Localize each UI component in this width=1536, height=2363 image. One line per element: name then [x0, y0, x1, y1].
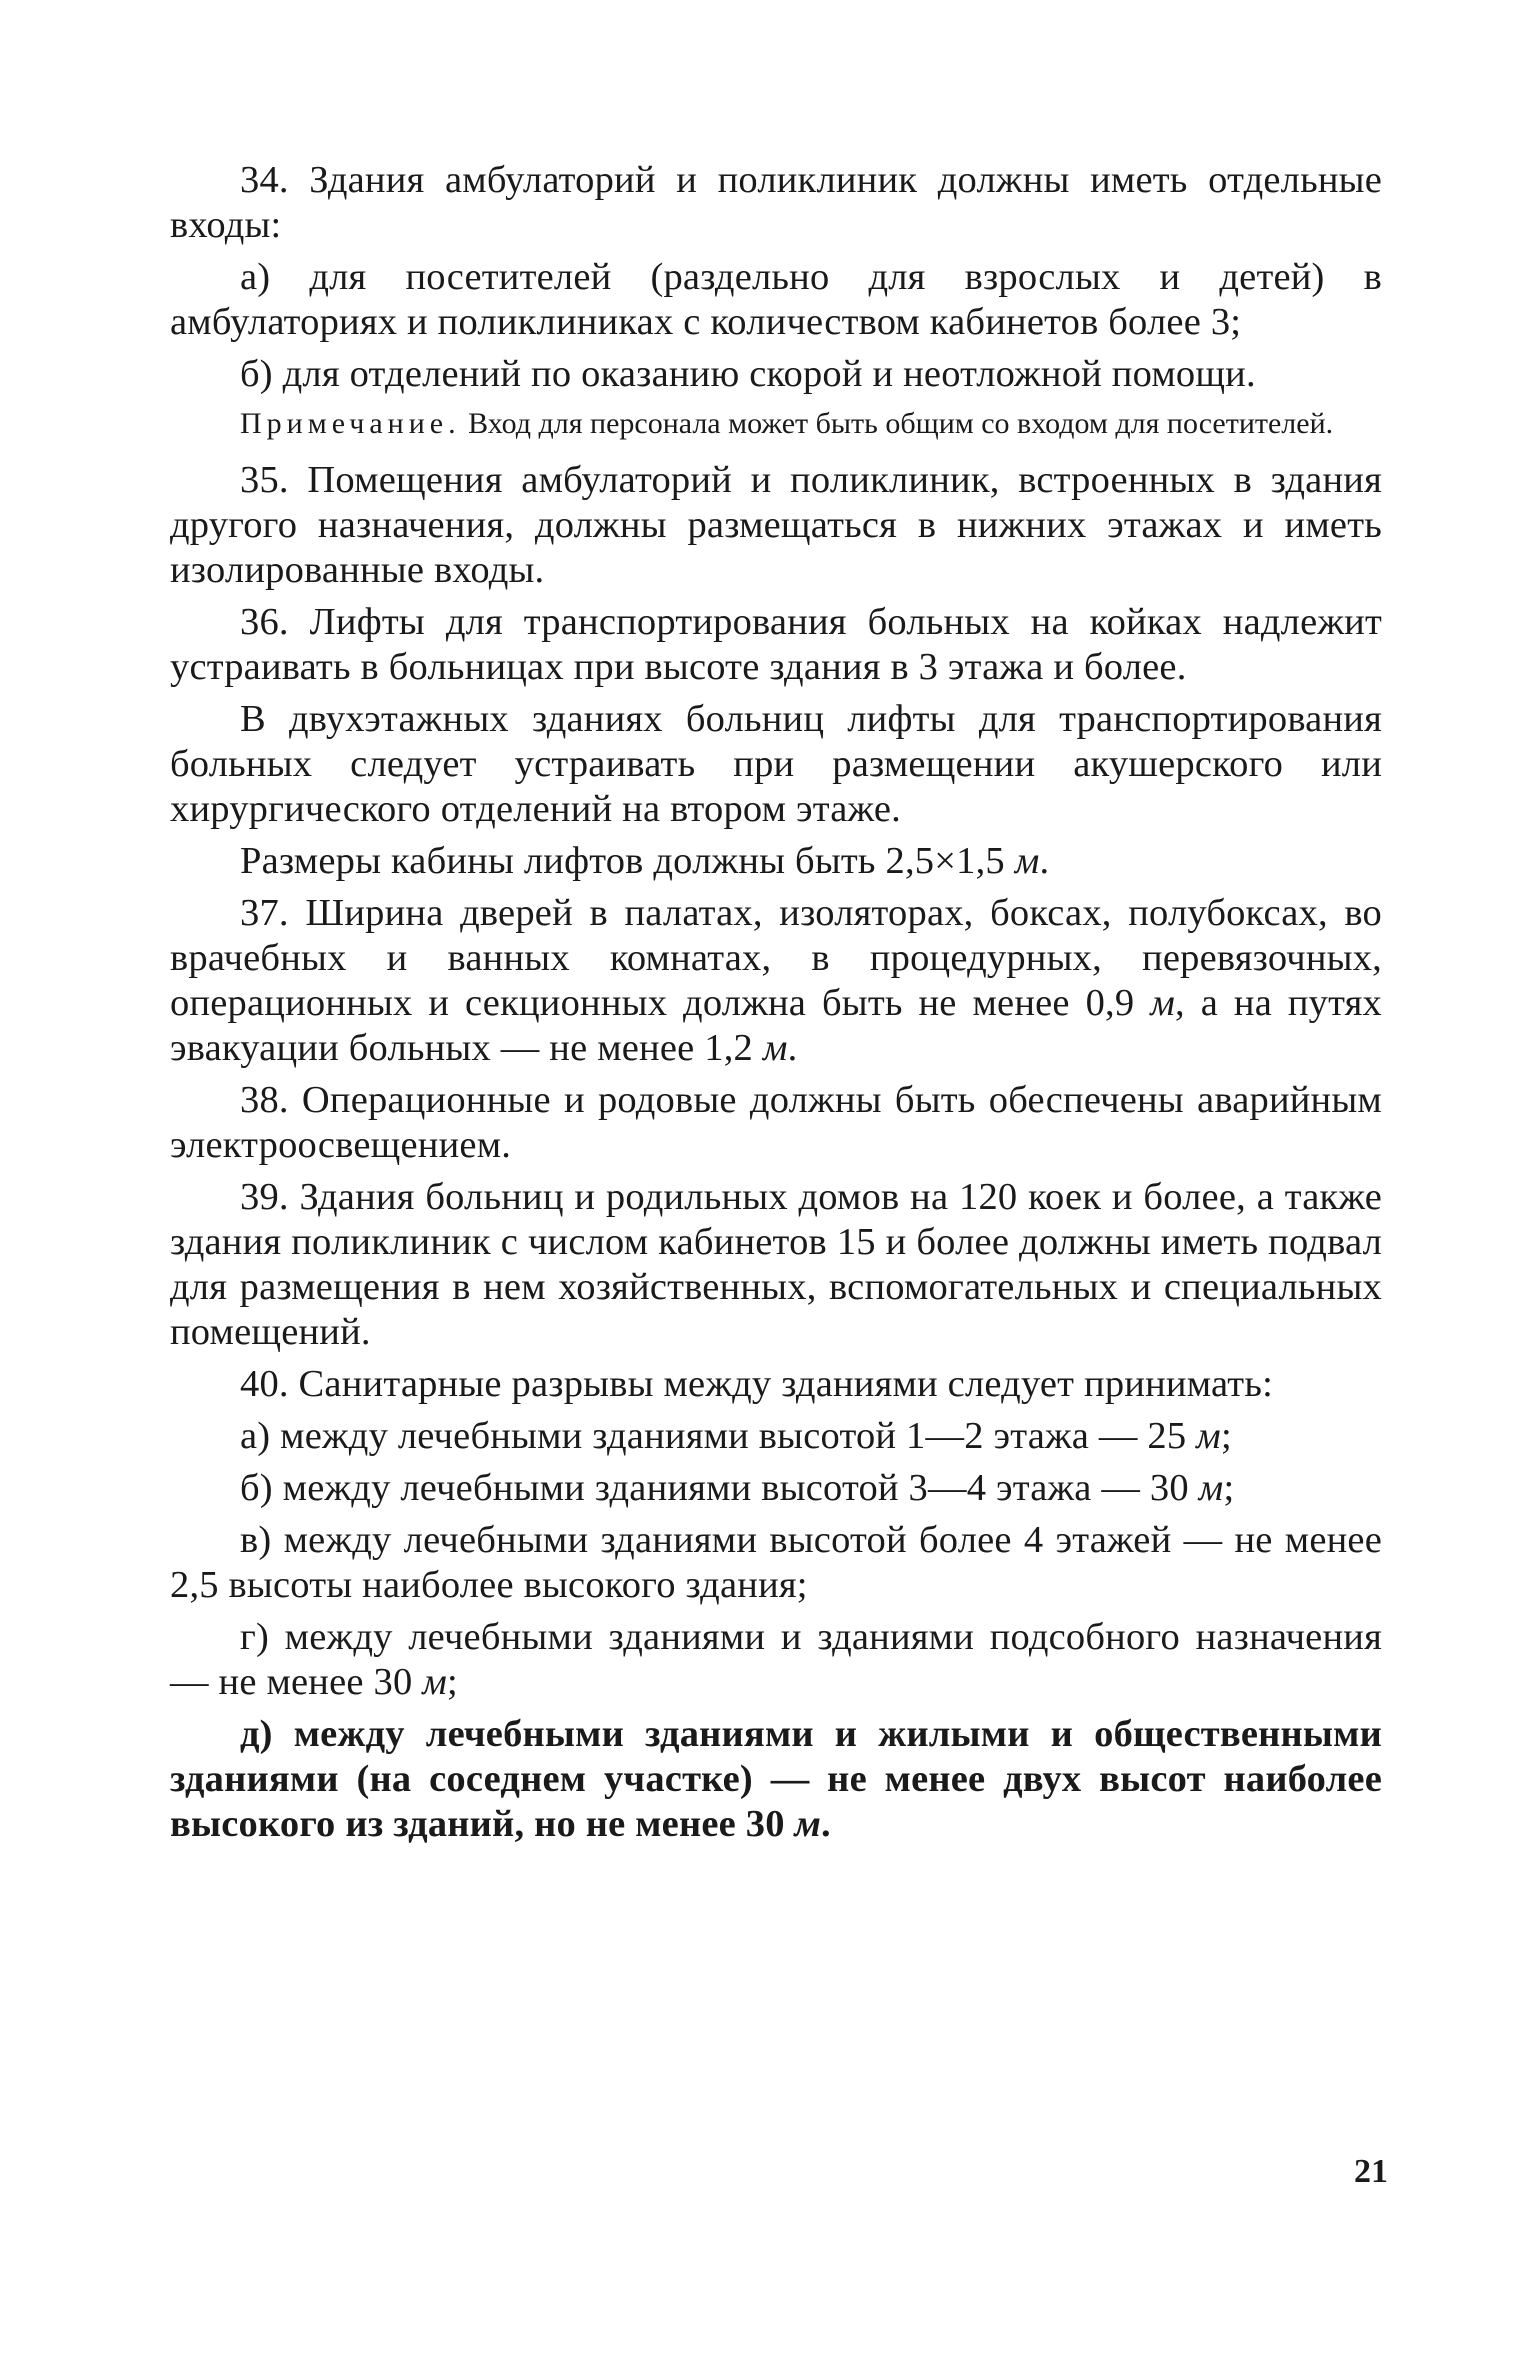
paragraph-40-e-text: д) между лечебными зданиями и жилыми и общественными зданиями (на соседнем участке) — не менее двух высот наиболее высокого из зданий, но не менее 30: [170, 1713, 1382, 1845]
unit-meter: м: [762, 1027, 788, 1069]
page-number: 21: [1354, 2153, 1388, 2190]
paragraph-40-a: [170, 1414, 1382, 1459]
paragraph-37-end: .: [787, 1027, 798, 1069]
note-paragraph: [170, 404, 1382, 444]
paragraph-40-a-text: а) между лечебными зданиями высотой 1—2 этажа — 25: [240, 1415, 1197, 1457]
paragraph-36: 36. Лифты для транспортирования больных на койках надлежит устраивать в больницах при высоте здания в 3 этажа и более.: [170, 601, 1382, 688]
note-text: Вход для персонала может быть общим со входом для посетителей.: [460, 407, 1334, 440]
paragraph-38: 38. Операционные и родовые должны быть обеспечены аварийным электроосвещением.: [170, 1079, 1382, 1166]
unit-meter: м: [1150, 982, 1175, 1024]
paragraph-36-c-text: Размеры кабины лифтов должны быть 2,5×1,5: [240, 840, 1015, 882]
paragraph-40-d: [170, 1615, 1382, 1705]
unit-meter: м: [1014, 840, 1040, 882]
paragraph-35: 35. Помещения амбулаторий и поликлиник, встроенных в здания другого назначения, должны размещаться в нижних этажах и иметь изолированные входы.: [170, 459, 1382, 591]
paragraph-34-a: а) для посетителей (раздельно для взрослых и детей) в амбулаториях и поликлиниках с количеством кабинетов более 3;: [170, 256, 1382, 343]
paragraph-40-b-end: ;: [1223, 1467, 1235, 1509]
unit-meter: м: [422, 1661, 448, 1703]
paragraph-34-b: б) для отделений по оказанию скорой и неотложной помощи.: [240, 353, 1256, 395]
paragraph-36-b: В двухэтажных зданиях больниц лифты для транспортирования больных следует устраивать при размещении акушерского или хирургического отделений на втором этаже.: [170, 698, 1382, 830]
paragraph-39: 39. Здания больниц и родильных домов на 120 коек и более, а также здания поликлиник с числом кабинетов 15 и более должны иметь подвал для размещения в нем хозяйственных, вспомогательных и специальных помещений.: [170, 1176, 1382, 1353]
paragraph-37-mid: , а на путях эвакуации больных — не менее 1,2: [170, 982, 1382, 1069]
paragraph-40-e-end: .: [821, 1803, 831, 1845]
paragraph-34: 34. Здания амбулаторий и поликлиник должны иметь отдельные входы:: [170, 159, 1382, 246]
unit-meter: м: [794, 1803, 822, 1845]
note-label: Примечание.: [240, 407, 461, 440]
paragraph-40-d-end: ;: [447, 1661, 458, 1703]
unit-meter: м: [1198, 1467, 1224, 1509]
paragraph-40-b: [170, 1466, 1382, 1511]
paragraph-40-a-end: ;: [1220, 1415, 1232, 1457]
paragraph-40-e: [170, 1712, 1382, 1847]
paragraph-37-text: 37. Ширина дверей в палатах, изоляторах, боксах, полубоксах, во врачебных и ванных комнатах, в процедурных, перевязочных, операционных и секционных должна быть не менее 0,9: [170, 892, 1382, 1024]
document-page: [170, 158, 1382, 1854]
paragraph-37: [170, 891, 1382, 1071]
unit-meter: м: [1196, 1415, 1221, 1457]
paragraph-36-c: [170, 839, 1382, 884]
paragraph-40-d-text: г) между лечебными зданиями и зданиями подсобного назначения — не менее 30: [170, 1616, 1382, 1703]
paragraph-40-c: в) между лечебными зданиями высотой более 4 этажей — не менее 2,5 высоты наиболее высокого здания;: [170, 1519, 1382, 1606]
paragraph-40-b-text: б) между лечебными зданиями высотой 3—4 этажа — 30: [240, 1467, 1199, 1509]
paragraph-36-c-end: .: [1039, 840, 1050, 882]
paragraph-40: 40. Санитарные разрывы между зданиями следует принимать:: [240, 1363, 1273, 1405]
